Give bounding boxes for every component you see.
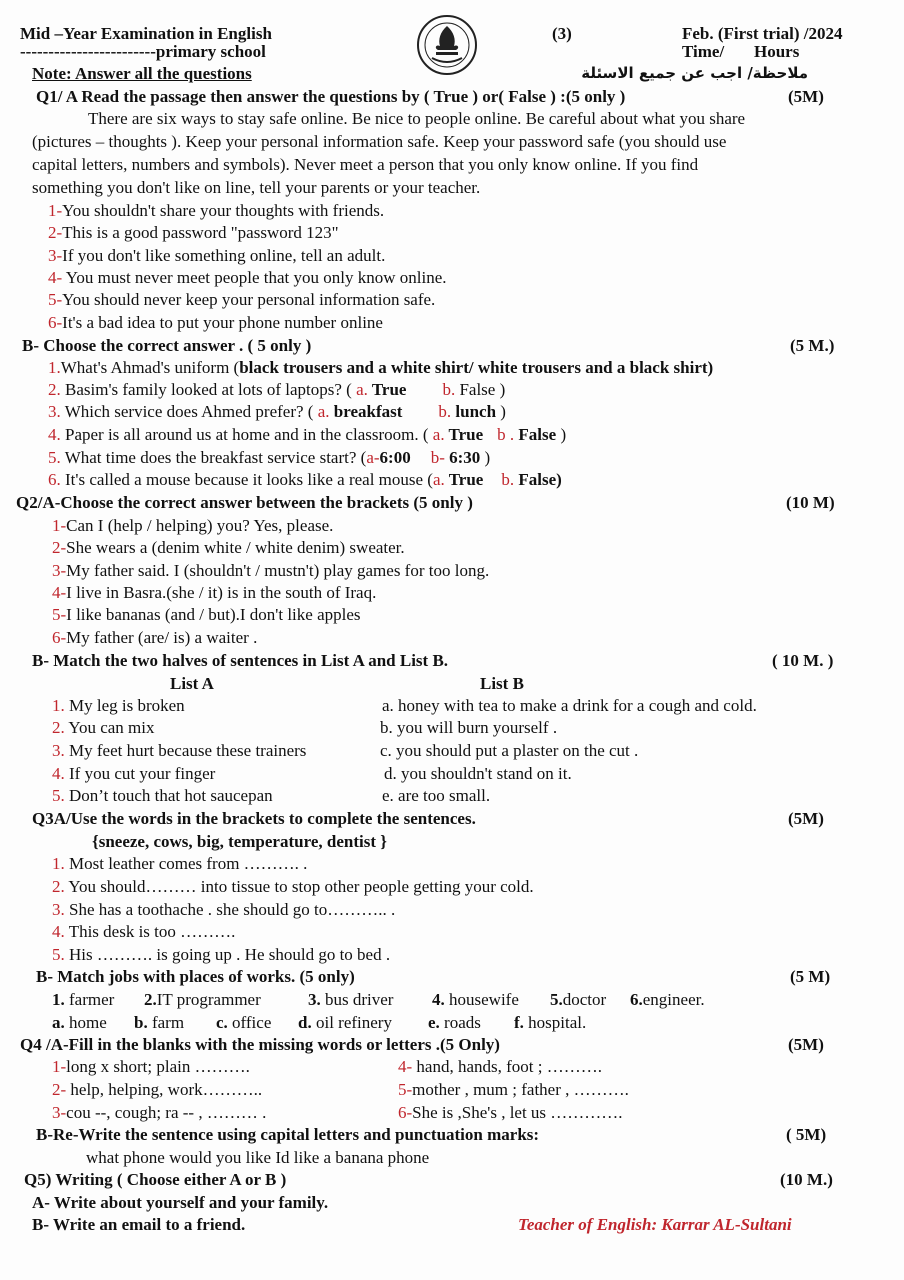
job-item: 4. housewife <box>432 990 519 1009</box>
list-a-item: 5. Don’t touch that hot saucepan <box>52 786 273 805</box>
q4b-heading: B-Re-Write the sentence using capital letters and punctuation marks: <box>36 1125 540 1144</box>
teacher-signature: Teacher of English: Karrar AL-Sultani <box>518 1215 792 1234</box>
list-a-item: 2. You can mix <box>52 718 155 737</box>
place-item: a. home <box>52 1013 107 1032</box>
list-b-title: List B <box>480 674 524 693</box>
bracket-item: 4-I live in Basra.(she / it) is in the south of Iraq. <box>52 583 377 602</box>
place-item: e. roads <box>428 1013 481 1032</box>
list-b-item: d. you shouldn't stand on it. <box>384 764 572 783</box>
fill-item: 3. She has a toothache . she should go to……….. . <box>52 900 396 919</box>
tf-item: 4- You must never meet people that you only know online. <box>48 268 447 287</box>
bracket-item: 6-My father (are/ is) a waiter . <box>52 628 258 647</box>
choice-item: 2. Basim's family looked at lots of laptops? ( a. True b. False ) <box>48 380 506 399</box>
writing-option-b: B- Write an email to a friend. <box>32 1215 246 1234</box>
choice-item: 4. Paper is all around us at home and in the classroom. ( a. True b . False ) <box>48 425 567 444</box>
choice-item: 3. Which service does Ahmed prefer? ( a. breakfast b. lunch ) <box>48 402 506 421</box>
exam-title: Mid –Year Examination in English <box>20 24 272 43</box>
q2b-heading: B- Match the two halves of sentences in List A and List B. <box>32 651 449 670</box>
job-item: 6.engineer. <box>630 990 705 1009</box>
list-b-item: b. you will burn yourself . <box>380 718 558 737</box>
q4b-marks: ( 5M) <box>786 1125 827 1144</box>
place-item: b. farm <box>134 1013 185 1032</box>
tf-item: 3-If you don't like something online, tell an adult. <box>48 246 386 265</box>
choice-item: 5. What time does the breakfast service start? (a-6:00 b- 6:30 ) <box>48 448 491 467</box>
note <box>32 64 252 84</box>
job-item: 2.IT programmer <box>144 990 261 1009</box>
job-item: 5.doctor <box>550 990 607 1009</box>
q1-heading: Q1/ A Read the passage then answer the questions by ( True ) or( False ) :(5 only ) <box>36 87 626 106</box>
fill-item: 5. His ………. is going up . He should go to bed . <box>52 945 391 964</box>
blank-item: 2- help, helping, work……….. <box>52 1080 263 1099</box>
page-number: (3) <box>552 24 572 43</box>
time-label: Time/ <box>682 42 725 61</box>
list-a-title: List A <box>170 674 214 693</box>
q3-heading: Q3A/Use the words in the brackets to complete the sentences. <box>32 809 476 828</box>
list-b-item: e. are too small. <box>382 786 491 805</box>
trial-date: Feb. (First trial) /2024 <box>682 24 843 43</box>
passage-line: capital letters, numbers and symbols). Never meet a person that you only know online. If you find <box>32 155 699 174</box>
arabic-note: ملاحظة/ اجب عن جميع الاسئلة <box>581 64 808 82</box>
tf-item: 6-It's a bad idea to put your phone number online <box>48 313 383 332</box>
place-item: c. office <box>216 1013 272 1032</box>
q5-marks: (10 M.) <box>780 1170 833 1189</box>
note-text: Note: Answer all the questions <box>32 64 252 83</box>
q1-marks: (5M) <box>788 87 824 106</box>
blank-item: 1-long x short; plain ………. <box>52 1057 250 1076</box>
blank-item: 6-She is ,She's , let us …………. <box>398 1103 623 1122</box>
job-item: 1. farmer <box>52 990 115 1009</box>
q3b-marks: (5 M) <box>790 967 831 986</box>
blank-item: 3-cou --, cough; ra -- , ……… . <box>52 1103 267 1122</box>
hours-label: Hours <box>754 42 800 61</box>
tf-item: 1-You shouldn't share your thoughts with friends. <box>48 201 385 220</box>
passage-line: something you don't like on line, tell your parents or your teacher. <box>32 178 481 197</box>
iraqi-ministry-seal-icon <box>416 14 478 76</box>
q2-heading: Q2/A-Choose the correct answer between the brackets (5 only ) <box>16 493 473 512</box>
list-a-item: 4. If you cut your finger <box>52 764 216 783</box>
q3-marks: (5M) <box>788 809 824 828</box>
rewrite-sentence: what phone would you like Id like a banana phone <box>86 1148 430 1167</box>
bracket-item: 3-My father said. I (shouldn't / mustn't) play games for too long. <box>52 561 490 580</box>
place-item: f. hospital. <box>514 1013 587 1032</box>
passage-line: (pictures – thoughts ). Keep your personal information safe. Keep your password safe (you should use <box>32 132 727 151</box>
list-b-item: c. you should put a plaster on the cut . <box>380 741 639 760</box>
list-a-item: 1. My leg is broken <box>52 696 185 715</box>
q2b-marks: ( 10 M. ) <box>772 651 834 670</box>
q4-heading: Q4 /A-Fill in the blanks with the missing words or letters .(5 Only) <box>20 1035 500 1054</box>
q1b-marks: (5 M.) <box>790 336 835 355</box>
bracket-item: 5-I like bananas (and / but).I don't like apples <box>52 605 361 624</box>
tf-item: 5-You should never keep your personal information safe. <box>48 290 436 309</box>
bracket-item: 2-She wears a (denim white / white denim) sweater. <box>52 538 405 557</box>
tf-item: 2-This is a good password "password 123" <box>48 223 339 242</box>
choice-item: 1.What's Ahmad's uniform (black trousers and a white shirt/ white trousers and a black shirt) <box>48 358 714 377</box>
q3b-heading: B- Match jobs with places of works. (5 only) <box>36 967 355 986</box>
passage-line: There are six ways to stay safe online. Be nice to people online. Be careful about what you share <box>88 109 746 128</box>
q1b-heading: B- Choose the correct answer . ( 5 only ) <box>22 336 312 355</box>
job-item: 3. bus driver <box>308 990 394 1009</box>
fill-item: 1. Most leather comes from ………. . <box>52 854 308 873</box>
blank-item: 5-mother , mum ; father , ………. <box>398 1080 629 1099</box>
q2-marks: (10 M) <box>786 493 835 512</box>
fill-item: 2. You should……… into tissue to stop other people getting your cold. <box>52 877 534 896</box>
q5-heading: Q5) Writing ( Choose either A or B ) <box>24 1170 287 1189</box>
q4-marks: (5M) <box>788 1035 824 1054</box>
school-name: ------------------------primary school <box>20 42 266 61</box>
word-bank: {sneeze, cows, big, temperature, dentist } <box>92 832 387 851</box>
choice-item: 6. It's called a mouse because it looks like a real mouse (a. True b. False) <box>48 470 562 489</box>
bracket-item: 1-Can I (help / helping) you? Yes, please. <box>52 516 334 535</box>
fill-item: 4. This desk is too ………. <box>52 922 236 941</box>
blank-item: 4- hand, hands, foot ; ………. <box>398 1057 602 1076</box>
list-b-item: a. honey with tea to make a drink for a cough and cold. <box>382 696 757 715</box>
place-item: d. oil refinery <box>298 1013 392 1032</box>
writing-option-a: A- Write about yourself and your family. <box>32 1193 329 1212</box>
list-a-item: 3. My feet hurt because these trainers <box>52 741 307 760</box>
